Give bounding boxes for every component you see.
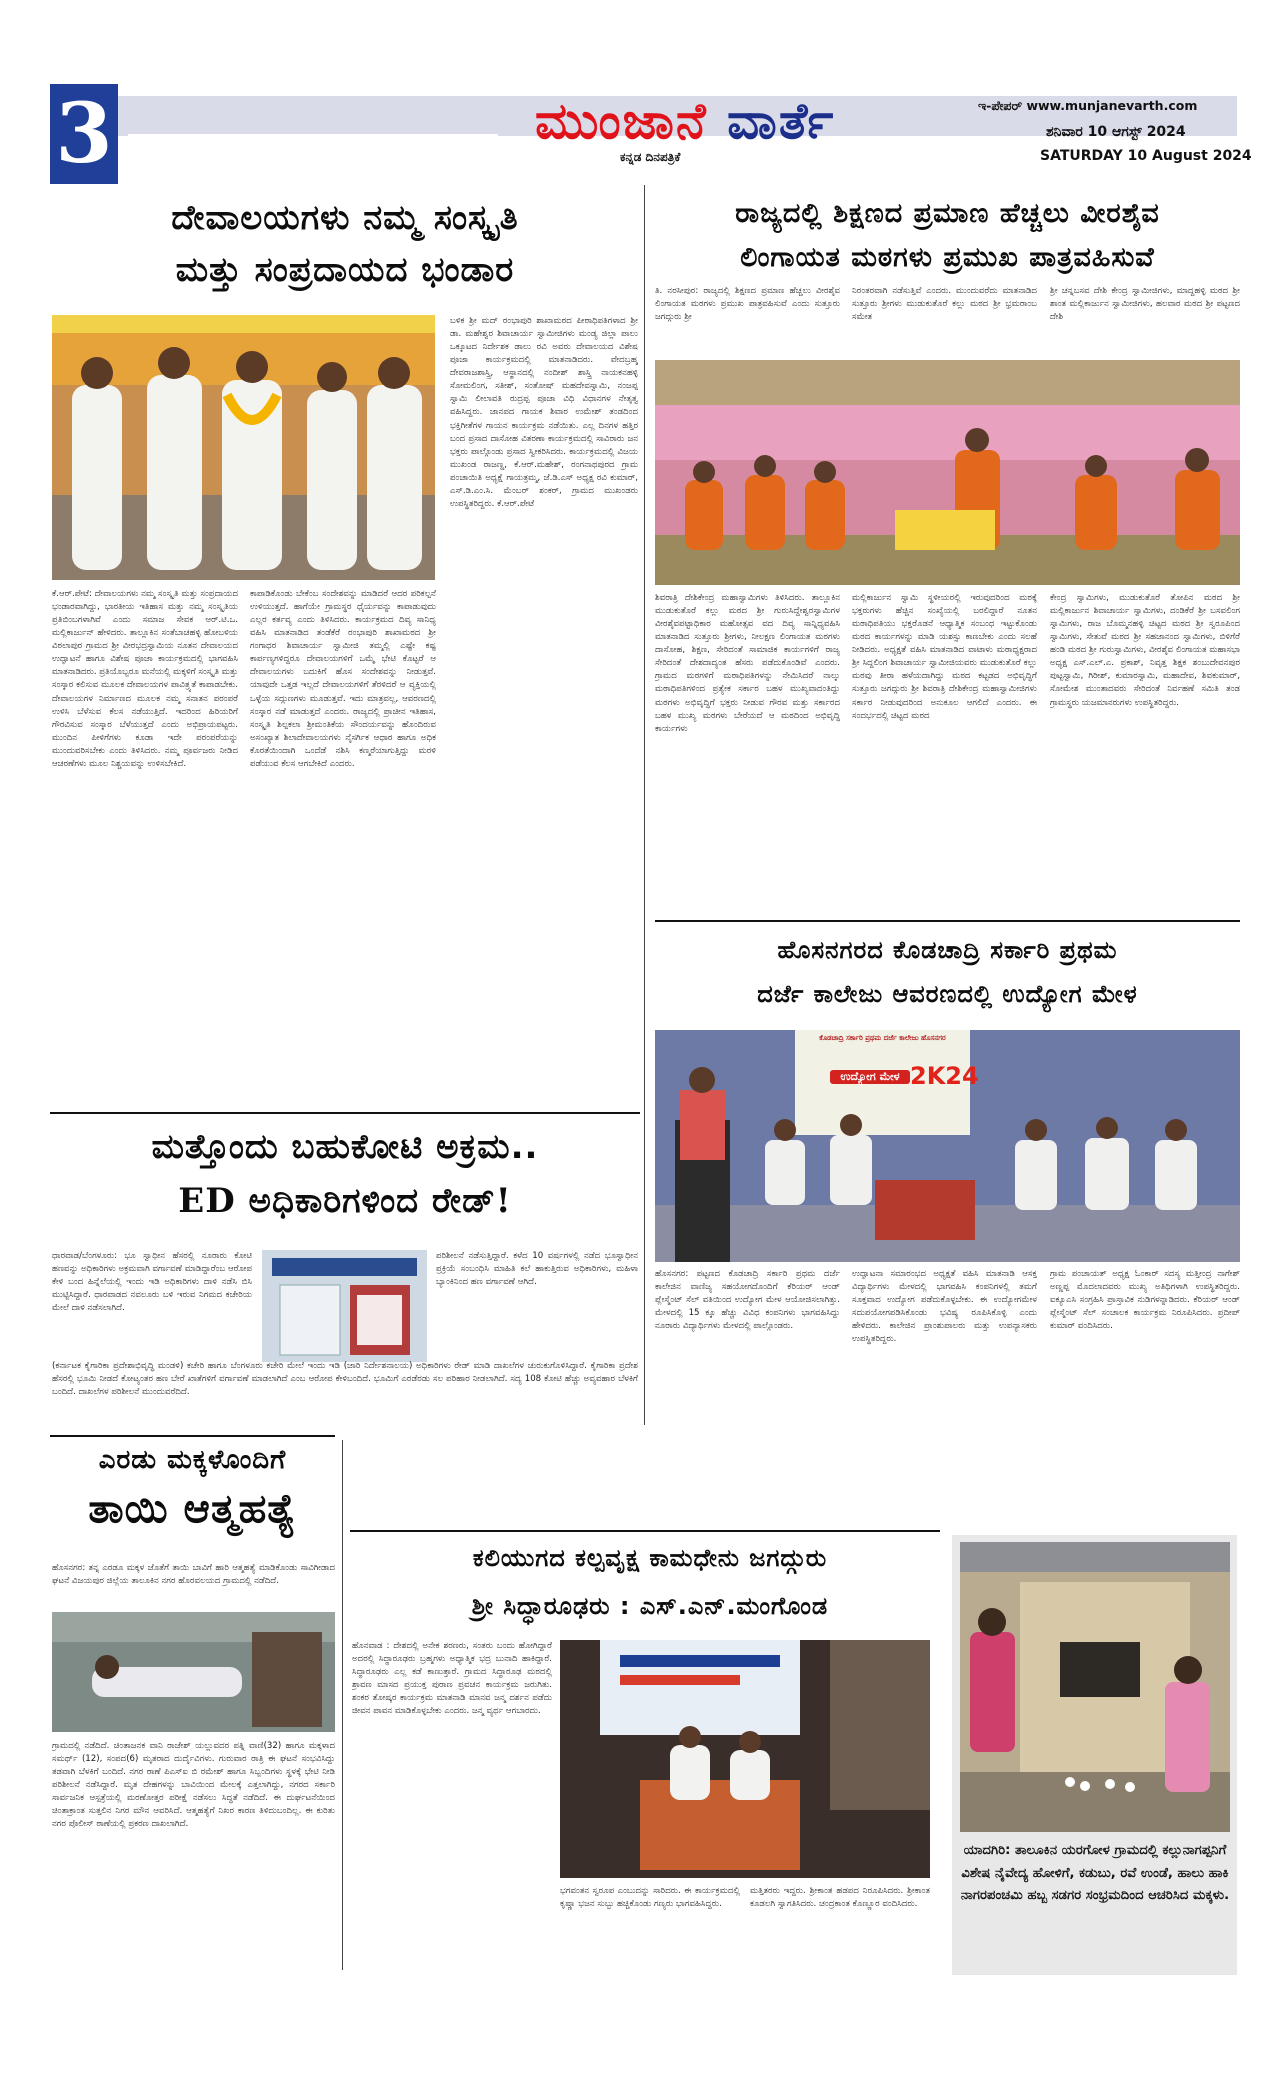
jobfair-headline-line1: ಹೊಸನಗರದ ಕೊಡಚಾದ್ರಿ ಸರ್ಕಾರಿ ಪ್ರಥಮ [777,936,1118,964]
section-rule-lingayat [655,920,1240,922]
ed-headline-line2: ED ಅಧಿಕಾರಿಗಳಿಂದ ರೇಡ್! [178,1181,512,1221]
ed-col-a: ಧಾರವಾಡ/ಬೆಂಗಳೂರು: ಭೂ ಸ್ವಾಧೀನ ಹೆಸರಲ್ಲಿ ನೂರಾರು ಕೋಟಿ ಹಣವನ್ನು ಅಧಿಕಾರಿಗಳು ಅಕ್ರಮವಾಗಿ ವರ್ಗಾವಣೆ ಮಾಡಿದ್ದಾರೆಂಬ ಆರೋಪ ಕೇಳಿ ಬಂದ ಹಿನ್ನೆಲೆಯಲ್ಲಿ ಇಂದು ಇಡಿ ಅಧಿಕಾರಿಗಳು ದಾಳಿ ನಡೆಸಿ ಬಿಸಿ ಮುಟ್ಟಿಸಿದ್ದಾರೆ. ಧಾರವಾಡದ ನವಲೂರು ಬಳಿ ಇರುವ ನಿಗಮದ ಕಚೇರಿಯ ಮೇಲೆ ದಾಳಿ ನಡೆಸಲಾಗಿದೆ. [52,1251,252,1314]
lingayat-top-col-c: ಶ್ರೀ ಚನ್ನಬಸವ ದೇಶಿ ಕೇಂದ್ರ ಸ್ವಾಮೀಜಿಗಳು, ಮಾದ್ದಹಳ್ಳಿ ಮಠದ ಶ್ರೀ ಶಾಂತ ಮಲ್ಲಿಕಾರ್ಜುನ ಸ್ವಾಮೀಜಿಗಳು, ಹಲವಾರ ಮಠದ ಶ್ರೀ ಪಟ್ಟಣದ ದೇಶಿ [1050,286,1240,323]
ed-col-b: ಪರಿಶೀಲನೆ ನಡೆಸುತ್ತಿದ್ದಾರೆ. ಕಳೆದ 10 ವರ್ಷಗಳಲ್ಲಿ ನಡೆದ ಭೂಸ್ವಾಧೀನ ಪ್ರಕ್ರಿಯೆ ಸಂಬಂಧಿಸಿ ಮಾಹಿತಿ ಕಲೆ ಹಾಕುತ್ತಿರುವ ಅಧಿಕಾರಿಗಳು, ಮಹಿಳಾ ಬ್ಯಾಂಕಿನಿಂದ ಹಣ ವರ್ಗಾವಣೆ ಆಗಿದೆ. [436,1251,638,1288]
jobfair-photo [655,1030,1240,1262]
epaper-url[interactable]: ಇ-ಪೇಪರ್ www.munjanevarth.com [978,98,1198,113]
ed-photo [262,1250,427,1362]
lingayat-photo-image [655,360,1240,585]
jobfair-col-b: ಉದ್ಘಾಟನಾ ಸಮಾರಂಭದ ಅಧ್ಯಕ್ಷತೆ ವಹಿಸಿ ಮಾತನಾಡಿ ಆಸಕ್ತ ವಿದ್ಯಾರ್ಥಿಗಳು ಮೇಳದಲ್ಲಿ ಭಾಗವಹಿಸಿ ಕಂಪನಿಗಳಲ್ಲಿ ತಮಗೆ ಸೂಕ್ತವಾದ ಉದ್ಯೋಗ ಪಡೆದುಕೊಳ್ಳಬೇಕು. ಈ ಉದ್ಯೋಗಮೇಳ ಸದುಪಯೋಗಪಡಿಸಿಕೊಂಡು ಭವಿಷ್ಯ ರೂಪಿಸಿಕೊಳ್ಳಿ ಎಂದು ಹೇಳಿದರು. ಕಾಲೇಜಿನ ಪ್ರಾಂಶುಪಾಲರು ಮತ್ತು ಉಪನ್ಯಾಸಕರು ಉಪಸ್ಥಿತರಿದ್ದರು. [852,1269,1037,1345]
jobfair-banner-event: ಉದ್ಯೋಗ ಮೇಳ [830,1070,910,1084]
ed-photo-image [262,1250,427,1362]
jobfair-col-a: ಹೊಸನಗರ: ಪಟ್ಟಣದ ಕೊಡಚಾದ್ರಿ ಸರ್ಕಾರಿ ಪ್ರಥಮ ದರ್ಜೆ ಕಾಲೇಜಿನ ವಾಣಿಜ್ಯ ಸಹಯೋಗದೊಂದಿಗೆ ಕೆರಿಯರ್ ಆಂಡ್ ಪ್ಲೇಸ್ಮೆಂಟ್ ಸೆಲ್ ವತಿಯಿಂದ ಉದ್ಯೋಗ ಮೇಳ ಆಯೋಜಿಸಲಾಗಿತ್ತು. ಮೇಳದಲ್ಲಿ 15 ಕ್ಕೂ ಹೆಚ್ಚು ವಿವಿಧ ಕಂಪನಿಗಳು ಭಾಗವಹಿಸಿದ್ದು ನೂರಾರು ವಿದ್ಯಾರ್ಥಿಗಳು ಮೇಳದಲ್ಲಿ ಪಾಲ್ಗೊಂಡರು. [655,1269,840,1332]
temples-photo-image [52,315,435,580]
masthead-title [535,92,835,151]
masthead-title-part1: ಮುಂಜಾನೆ [535,92,708,150]
temples-photo [52,315,435,580]
kalpavriksha-photo [560,1640,930,1878]
temples-col-a: ಕೆ.ಆರ್.ಪೇಟೆ: ದೇವಾಲಯಗಳು ನಮ್ಮ ಸಂಸ್ಕೃತಿ ಮತ್ತು ಸಂಪ್ರದಾಯದ ಭಂಡಾರವಾಗಿದ್ದು, ಭಾರತೀಯ ಇತಿಹಾಸ ಮತ್ತು ನಮ್ಮ ಸಂಸ್ಕೃತಿಯ ಪ್ರತಿಬಿಂಬಗಳಾಗಿವೆ ಎಂದು ಸಮಾಜ ಸೇವಕ ಆರ್.ಟಿ.ಒ. ಮಲ್ಲಿಕಾರ್ಜುನ್ ಹೇಳಿದರು. ತಾಲ್ಲೂಕಿನ ಸಂತೆಬಾಚಹಳ್ಳಿ ಹೋಬಳಿಯ ವಿಠಲಾಪುರ ಗ್ರಾಮದ ಶ್ರೀ ವೀರಭದ್ರಸ್ವಾಮಿಯ ನೂತನ ದೇವಾಲಯದ ಉದ್ಘಾಟನೆ ಹಾಗೂ ವಿಶೇಷ ಪೂಜಾ ಕಾರ್ಯಕ್ರಮದಲ್ಲಿ ಭಾಗವಹಿಸಿ ಮಾತನಾಡಿದರು. ಪ್ರತಿಯೊಬ್ಬರೂ ಮನೆಯಲ್ಲಿ ಮಕ್ಕಳಿಗೆ ಸಂಸ್ಕೃತಿ ಮತ್ತು ಸಂಸ್ಕಾರ ಕಲಿಸುವ ಮೂಲಕ ದೇವಾಲಯಗಳ ಪಾವಿತ್ರ್ಯತೆ ಕಾಪಾಡಬೇಕು. ದೇವಾಲಯಗಳ ನಿರ್ಮಾಣದ ಮೂಲಕ ನಮ್ಮ ಸನಾತನ ಪರಂಪರೆ ಉಳಿಸಿ ಬೆಳೆಸುವ ಕೆಲಸ ನಡೆಯುತ್ತಿದೆ. ಇದರಿಂದ ಹಿರಿಯರಿಗೆ ಗೌರವಿಸುವ ಸಂಸ್ಕಾರ ಬೆಳೆಯುತ್ತದೆ ಎಂದು ಅಭಿಪ್ರಾಯಪಟ್ಟರು. ಮುಂದಿನ ಪೀಳಿಗೆಗಳು ಕೂಡಾ ಇದೇ ಪರಂಪರೆಯನ್ನು ಮುಂದುವರಿಸಬೇಕು ಎಂದು ತಿಳಿಸಿದರು. ನಮ್ಮ ಪೂರ್ವಜರು ನೀಡಿದ ಆಚರಣೆಗಳು ಮೂಲ ನಿಶ್ಚಯವನ್ನು ಉಳಿಸಬೇಕಿದೆ. [52,589,238,769]
jobfair-banner-title: ಕೊಡಚಾದ್ರಿ ಸರ್ಕಾರಿ ಪ್ರಥಮ ದರ್ಜೆ ಕಾಲೇಜು ಹೊಸನಗರ [819,1034,946,1042]
suicide-headline [50,1440,335,1538]
kalpavriksha-photo-image [560,1640,930,1878]
suicide-headline-line1: ಎರಡು ಮಕ್ಕಳೊಂದಿಗೆ [98,1445,287,1475]
lingayat-photo [655,360,1240,585]
column-divider-lower [342,1440,343,1970]
suicide-lead: ಹೊಸನಗರ: ತನ್ನ ಎರಡೂ ಮಕ್ಕಳ ಜೊತೆಗೆ ತಾಯಿ ಬಾವಿಗೆ ಹಾರಿ ಆತ್ಮಹತ್ಯೆ ಮಾಡಿಕೊಂಡು ಸಾವಿಗೀಡಾದ ಘಟನೆ ವಿಜಯಪುರ ಜಿಲ್ಲೆಯ ತಾಲೂಕಿನ ನಗರ ಹೊರವಲಯದ ಗ್ರಾಮದಲ್ಲಿ ನಡೆದಿದೆ. [52,1563,335,1587]
lingayat-top-col-b: ನಿರಂತರವಾಗಿ ನಡೆಸುತ್ತಿವೆ ಎಂದರು. ಮುಂದುವರೆದು ಮಾತನಾಡಿದ ಸುತ್ತೂರು ಶ್ರೀಗಳು ಮುಡುಕುತೊರೆ ಕಲ್ಲು ಮಠದ ಶ್ರೀ ಭ್ರಮರಾಂಬ ಸಮೇತ [852,286,1037,323]
nagapanchami-photo [960,1542,1230,1832]
kalpavriksha-headline [350,1534,950,1630]
lingayat-bottom-col-c: ಕೇಂದ್ರ ಸ್ವಾಮಿಗಳು, ಮುಡುಕುತೊರೆ ತೋಪಿನ ಮಠದ ಶ್ರೀ ಮಲ್ಲಿಕಾರ್ಜುನ ಶಿವಾಚಾರ್ಯ ಸ್ವಾಮಿಗಳು, ದಂಡಿಕೆರೆ ಶ್ರೀ ಬಸವಲಿಂಗ ಸ್ವಾಮಿಗಳು, ರಾಜ ಬೊಮ್ಮನಹಳ್ಳಿ ಚಿಟ್ಟದ ಮಠದ ಶ್ರೀ ಸ್ವರೂಪಿಂದ ಸ್ವಾಮಿಗಳು, ಸೇತುವೆ ಮಠದ ಶ್ರೀ ಸಹಜಾನಂದ ಸ್ವಾಮಿಗಳು, ಬಿಳಿಗೆರೆ ಹಂಡಿ ಮಠದ ಶ್ರೀ ಗುರುಸ್ವಾಮಿಗಳು, ವೀರಶೈವ ಲಿಂಗಾಯತ ಮಹಾಸಭಾ ಅಧ್ಯಕ್ಷ ಎಸ್.ಎಲ್.ಎ. ಪ್ರಕಾಶ್, ನಿವೃತ್ತ ಶಿಕ್ಷಕ ಶಂಬುದೇವನಪುರ ಪುಟ್ಟಸ್ವಾಮಿ, ಗಿರೀಶ್, ಕುಮಾರಸ್ವಾಮಿ, ಮಹಾದೇವ, ಶಿವಕುಮಾರ್, ಸೋಮೇಶ ಮುಂತಾದವರು ಸೇರಿದಂತೆ ನಿರ್ವಹಣೆ ಸಮಿತಿ ತಂಡ ಗ್ರಾಮಸ್ಥರು ಯಜಮಾನರುಗಳು ಉಪಸ್ಥಿತರಿದ್ದರು. [1050,593,1240,708]
kalpavriksha-col-c: ಮತ್ತಿತರರು ಇದ್ದರು. ಶ್ರೀಕಾಂತ ಹಡಪದ ನಿರೂಪಿಸಿದರು. ಶ್ರೀಕಾಂತ ಕೂಡಲಗಿ ಸ್ವಾಗತಿಸಿದರು. ಚಂದ್ರಕಾಂತ ಕೊಣ್ಣೂರ ವಂದಿಸಿದರು. [750,1886,930,1910]
lingayat-top-col-a: ತಿ. ನರಸೀಪುರ: ರಾಜ್ಯದಲ್ಲಿ ಶಿಕ್ಷಣದ ಪ್ರಮಾಣ ಹೆಚ್ಚಲು ವೀರಶೈವ ಲಿಂಗಾಯತ ಮಠಗಳು ಪ್ರಮುಖ ಪಾತ್ರವಹಿಸುವೆ ಎಂದು ಸುತ್ತೂರು ಜಗದ್ಗುರು ಶ್ರೀ [655,286,840,323]
jobfair-col-c: ಗ್ರಾಮ ಪಂಚಾಯತ್ ಅಧ್ಯಕ್ಷ ಓಂಕಾರ್ ಸದಸ್ಯ ಮತ್ತೀಂದ್ರ ನಾಗೇಶ್ ಅಣ್ಣಪ್ಪ ಮೊದಲಾದವರು ಮುಖ್ಯ ಅತಿಥಿಗಳಾಗಿ ಉಪಸ್ಥಿತರಿದ್ದರು. ಐಕ್ಯೂಎಸಿ ಸಂಗ್ರಹಿಸಿ ಪ್ರಾಸ್ತಾವಿಕ ನುಡಿಗಳನ್ನಾಡಿದರು. ಕೆರಿಯರ್ ಆಂಡ್ ಪ್ಲೇಸ್ಮೆಂಟ್ ಸೆಲ್ ಸಂಚಾಲಕ ಕಾರ್ಯಕ್ರಮ ನಿರೂಪಿಸಿದರು. ಪ್ರದೀಪ್ ಕುಮಾರ್ ವಂದಿಸಿದರು. [1050,1269,1240,1332]
kalpavriksha-col-a: ಹೊನವಾಡ : ದೇಶದಲ್ಲಿ ಅನೇಕ ಶರಣರು, ಸಂತರು ಬಂದು ಹೋಗಿದ್ದಾರೆ ಅದರಲ್ಲಿ ಸಿದ್ಧಾರೂಢರು ಬ್ರಹ್ಮಗಳು ಅಧ್ಯಾತ್ಮಿಕ ಭದ್ರ ಬುನಾದಿ ಹಾಕಿದ್ದಾರೆ. ಸಿದ್ಧಾರೂಢರು ಎಲ್ಲ ಕಡೆ ಕಾಣುತ್ತಾರೆ. ಗ್ರಾಮದ ಸಿದ್ಧಾರೂಢ ಮಠದಲ್ಲಿ ಶ್ರಾವಣ ಮಾಸದ ಪ್ರಯುಕ್ತ ಪುರಾಣ ಪ್ರವಚನ ಕಾರ್ಯಕ್ರಮ ಜರುಗಿತು. ಶಂಕರ ತೋಷ್ಕರ ಕಾರ್ಯಕ್ರಮ ಮಾತನಾಡಿ ಮಾನವ ಜನ್ಮ ದರ್ಶನ ಪಡೆದು ಜೀವನ ಪಾವನ ಮಾಡಿಕೊಳ್ಳಬೇಕು ಎಂದರು. ಜನ್ಮ ವ್ಯರ್ಥ ಆಗಬಾರದು. [352,1641,552,1717]
temples-headline-line2: ಮತ್ತು ಸಂಪ್ರದಾಯದ ಭಂಡಾರ [175,250,515,290]
jobfair-banner-year: 2K24 [910,1062,979,1090]
temples-col-c: ಬಳಿಕ ಶ್ರೀ ಮದ್ ರಂಭಾಪುರಿ ಶಾಖಾಮಠದ ಪೀಠಾಧಿಪತಿಗಳಾದ ಶ್ರೀ ಡಾ. ಮಹೇಶ್ವರ ಶಿವಾಚಾರ್ಯ ಸ್ವಾಮೀಜಿಗಳು ಮಂಡ್ಯ ಜಿಲ್ಲಾ ಪಾಲು ಒಕ್ಕೂಟದ ನಿರ್ದೇಶಕ ಡಾಲು ರವಿ ಅವರು ದೇವಾಲಯದ ವಿಶೇಷ ಪೂಜಾ ಕಾರ್ಯಕ್ರಮದಲ್ಲಿ ಮಾತನಾಡಿದರು. ವೇದಬ್ರಹ್ಮ ದೇವರಾಜಶಾಸ್ತ್ರಿ, ಆಸ್ಥಾನದಲ್ಲಿ ನಂದೀಶ್ ಶಾಸ್ತ್ರಿ ನಾಯಕನಹಳ್ಳಿ ಸೋಮಲಿಂಗ, ಸತೀಶ್, ಸಂತೋಷ್ ಮಹದೇವಸ್ವಾಮಿ, ನಂಜಪ್ಪ ಸ್ವಾಮಿ ಲೀಲಾವತಿ ರುದ್ರಪ್ಪ ಪೂಜಾ ವಿಧಿ ವಿಧಾನಗಳ ನೇತೃತ್ವ ವಹಿಸಿದ್ದರು. ಜಾನಪದ ಗಾಯಕ ಶಿವಾರ ಉಮೇಶ್ ತಂಡದಿಂದ ಭಕ್ತಿಗೀತೆಗಳ ಗಾಯನ ಕಾರ್ಯಕ್ರಮ ನಡೆಯಿತು. ಎಲ್ಲ ದಿನಗಳ ಹತ್ತಿರ ಬಂದ ಪ್ರಸಾದ ದಾಸೋಹ ವಿತರಣಾ ಕಾರ್ಯಕ್ರಮದಲ್ಲಿ ಸಾವಿರಾರು ಜನ ಭಕ್ತರು ಪಾಲ್ಗೊಂಡು ಪ್ರಸಾದ ಸ್ವೀಕರಿಸಿದರು. ಕಾರ್ಯಕ್ರಮದಲ್ಲಿ ವಿಜಯ ಮುಖಂಡ ರಾಜಣ್ಣ, ಕೆ.ಆರ್.ಮಹೇಶ್, ರಂಗನಾಥಪುರದ ಗ್ರಾಮ ಪಂಚಾಯಿತಿ ಅಧ್ಯಕ್ಷೆ ಗಾಯತ್ರಮ್ಮ, ಜೆ.ಡಿ.ಎಸ್ ಅಧ್ಯಕ್ಷ ರವಿ ಕುಮಾರ್, ಎಸ್.ಡಿ.ಎಂ.ಸಿ. ಮೆಂಬರ್ ಶಂಕರ್, ಗ್ರಾಮದ ಮುಖಂಡರು ಉಪಸ್ಥಿತರಿದ್ದರು. ಕೆ.ಆರ್.ಪೇಟೆ [450,316,638,509]
section-rule-kalpavriksha [350,1530,940,1532]
section-rule-suicide [50,1435,335,1437]
temples-col-b: ಕಾಪಾಡಿಕೊಂಡು ಬೇಕೆಂಬ ಸಂದೇಶವನ್ನು ಮಾಡಿದರೆ ಆದರ ಪರಿಕಲ್ಪನೆ ಉಳಿಯುತ್ತದೆ. ಹಾಗೆಯೇ ಗ್ರಾಮಸ್ಥರ ಧೈರ್ಯವನ್ನು ಕಾಪಾಡುವುದು ಎಲ್ಲರ ಕರ್ತವ್ಯ ಎಂದು ತಿಳಿಸಿದರು. ಕಾರ್ಯಕ್ರಮದ ದಿವ್ಯ ಸಾನಿಧ್ಯ ವಹಿಸಿ ಮಾತನಾಡಿದ ತಂಡೆಕೆರೆ ರಂಭಾಪುರಿ ಶಾಖಾಮಠದ ಶ್ರೀ ಗಂಗಾಧರ ಶಿವಾಚಾರ್ಯ ಸ್ವಾಮೀಜಿ ತಮ್ಮಲ್ಲಿ ಎಷ್ಟೇ ಕಷ್ಟ ಕಾರ್ಪಣ್ಯಗಳಿದ್ದರೂ ದೇವಾಲಯಗಳಿಗೆ ಒಮ್ಮೆ ಭೇಟಿ ಕೊಟ್ಟರೆ ಆ ದೇವಾಲಯಗಳು ಬದುಕಿಗೆ ಹೊಸ ಸಂದೇಶವನ್ನು ನೀಡುತ್ತವೆ. ಯಾವುದೇ ಒತ್ತಡ ಇಲ್ಲದೆ ದೇವಾಲಯಗಳಿಗೆ ತೆರಳಿದರೆ ಆ ವ್ಯಕ್ತಿಯಲ್ಲಿ ಒಳ್ಳೆಯ ಸದ್ಗುಣಗಳು ಮೂಡುತ್ತವೆ. ಇದು ಮಾತ್ರವಲ್ಲ, ಆವರಣದಲ್ಲಿ ಸಂಸ್ಕಾರ ನಡೆ ಮಾಡುತ್ತದೆ ಎಂದರು. ರಾಜ್ಯದಲ್ಲಿ ಪ್ರಾಚೀನ ಇತಿಹಾಸ, ಸಂಸ್ಕೃತಿ ಶಿಲ್ಪಕಲಾ ಶ್ರೀಮಂತಿಕೆಯ ಸೌಂದರ್ಯವನ್ನು ಹೊಂದಿರುವ ಅಸಂಖ್ಯಾತ ಶಿಲಾದೇವಾಲಯಗಳು ನೈಸರ್ಗಿಕ ಆಧಾರ ಹಾಗೂ ಅಧಿಕ ಕೊರತೆಯಿಂದಾಗಿ ಒಂದೆಡೆ ನಶಿಸಿ ಕಣ್ಮರೆಯಾಗುತ್ತಿದ್ದು ಮರಳಿ ಪಡೆಯುವ ಕೆಲಸ ಆಗಬೇಕಿದೆ ಎಂದರು. [250,589,436,769]
lingayat-bottom-col-a: ಶಿವರಾತ್ರಿ ದೇಶಿಕೇಂದ್ರ ಮಹಾಸ್ವಾಮಿಗಳು ತಿಳಿಸಿದರು. ತಾಲ್ಲೂಕಿನ ಮುಡುಕುತೊರೆ ಕಲ್ಲು ಮಠದ ಶ್ರೀ ಗುರುಸಿದ್ದೇಶ್ವರಸ್ವಾಮಿಗಳ ವೀರಶೈವಪಟ್ಟಾಧಿಕಾರ ಮಹೋತ್ಸವ ವದ ದಿವ್ಯ ಸಾನ್ನಿಧ್ಯವಹಿಸಿ ಮಾತನಾಡಿದ ಸುತ್ತೂರು ಶ್ರೀಗಳು, ನೀಲಕ್ಷಣ ಲಿಂಗಾಯತ ಮಠಗಳು ದಾಸೋಹ, ಶಿಕ್ಷಣ, ಸೇರಿದಂತೆ ಸಾಮಾಜಿಕ ಕಾರ್ಯಗಳಿಗೆ ರಾಜ್ಯ ಸೇರಿದಂತೆ ದೇಶದಾದ್ಯಂತ ಹೆಸರು ಪಡೆದುಕೊಂಡಿವೆ ಎಂದರು. ಗ್ರಾಮದ ಮಠಗಳಿಗೆ ಮಠಾಧಿಪತಿಗಳನ್ನು ನೇಮಿಸಿದರೆ ನಾಲ್ಕು ಮಠಾಧಿಪತಿಗಳಿಂದ ಪ್ರತ್ಯೇಕ ಸರ್ಕಾರ ಬಹಳ ಮುಖ್ಯವಾದಂತಿದ್ದು ಮಠಗಳು ಅಭಿವೃದ್ಧಿಗೆ ಭಕ್ತರು ನೀಡುವ ಗೌರವ ಮತ್ತು ಸರ್ಕಾರದ ಬಹಳ ಮುಖ್ಯ ಮಠಗಳು ಬೇರೆಯದೆ ಆ ಮಠದಿಂದ ಅಭಿವೃದ್ಧಿ ಕಾರ್ಯಗಳು [655,593,840,734]
jobfair-headline-line2: ದರ್ಜೆ ಕಾಲೇಜು ಆವರಣದಲ್ಲಿ ಉದ್ಯೋಗ ಮೇಳ [757,980,1138,1008]
masthead-subtitle: ಕನ್ನಡ ದಿನಪತ್ರಿಕೆ [620,150,681,164]
lingayat-bottom-col-b: ಮಲ್ಲಿಕಾರ್ಜುನ ಸ್ವಾಮಿ ಸ್ಥಳೀಯರಲ್ಲಿ ಇರುವುದರಿಂದ ಮಠಕ್ಕೆ ಭಕ್ತರುಗಳು ಹೆಚ್ಚಿನ ಸಂಖ್ಯೆಯಲ್ಲಿ ಬರಲಿದ್ದಾರೆ ನೂತನ ಮಠಾಧಿಪತಿಯು ಭಕ್ತರೊಡನೆ ಆಧ್ಯಾತ್ಮಿಕ ಸಂಬಂಧ ಇಟ್ಟುಕೊಂಡು ಮಠದ ಕಾರ್ಯಗಳನ್ನು ಮಾಡಿ ಯಶಸ್ಸು ಕಾಣಬೇಕು ಎಂದು ಸಲಹೆ ನೀಡಿದರು. ಅಧ್ಯಕ್ಷತೆ ವಹಿಸಿ ಮಾತನಾಡಿದ ವಾಟಾಳು ಮಠಾಧ್ಯಕ್ಷರಾದ ಶ್ರೀ ಸಿದ್ದಲಿಂಗ ಶಿವಾಚಾರ್ಯ ಸ್ವಾಮೀಜಿಯವರು ಮುಡುಕುತೊರೆ ಕಲ್ಲು ಮಠವು ತೀರಾ ಹಳೆಯದಾಗಿದ್ದು ಮಠದ ಕಟ್ಟಡದ ಅಭಿವೃದ್ಧಿಗೆ ಸುತ್ತೂರು ಜಗದ್ಗುರು ಶ್ರೀ ಶಿವರಾತ್ರಿ ದೇಶಿಕೇಂದ್ರ ಮಹಾಸ್ವಾಮೀಜಿಗಳು ಸರ್ಕಾರ ನೀಡುವುದರಿಂದ ಅನುಕೂಲ ಆಗಲಿದೆ ಎಂದರು. ಈ ಸಂದರ್ಭದಲ್ಲಿ ಚಿಟ್ಟದ ಮಠದ [852,593,1037,721]
suicide-photo-image [52,1612,335,1732]
date-english: SATURDAY 10 August 2024 [1040,148,1252,164]
nagapanchami-caption: ಯಾದಗಿರಿ: ತಾಲೂಕಿನ ಯರಗೋಳ ಗ್ರಾಮದಲ್ಲಿ ಕಲ್ಲುನಾಗಪ್ಪನಿಗೆ ವಿಶೇಷ ನೈವೇದ್ಯ ಹೋಳಿಗೆ, ಕಡುಬು, ರವೆ ಉಂಡೆ, ಹಾಲು ಹಾಕಿ ನಾಗರಪಂಚಮಿ ಹಬ್ಬ ಸಡಗರ ಸಂಭ್ರಮದಿಂದ ಆಚರಿಸಿದ ಮಕ್ಕಳು. [960,1843,1230,1904]
ed-full-text: (ಕರ್ನಾಟಕ ಕೈಗಾರಿಕಾ ಪ್ರದೇಶಾಭಿವೃದ್ಧಿ ಮಂಡಳಿ) ಕಚೇರಿ ಹಾಗೂ ಬೆಂಗಳೂರು ಕಚೇರಿ ಮೇಲೆ ಇಂದು ಇಡಿ (ಜಾರಿ ನಿರ್ದೇಶನಾಲಯ) ಅಧಿಕಾರಿಗಳು ರೇಡ್ ಮಾಡಿ ದಾಖಲೆಗಳ ಚುರುಕುಗೊಳಿಸಿದ್ದಾರೆ. ಕೈಗಾರಿಕಾ ಪ್ರದೇಶ ಹೆಸರಲ್ಲಿ ಭೂಮಿ ನೀಡದೆ ಕೋಟ್ಯಂತರ ಹಣ ಬೇರೆ ಖಾತೆಗಳಿಗೆ ವರ್ಗಾವಣೆ ಮಾಡಲಾಗಿದೆ ಎಂಬ ಆರೋಪ ಕೇಳಿಬಂದಿದೆ. ಭೂಮಿಗೆ ಎರಡೆರಡು ಸಲ ಪರಿಹಾರ ನೀಡಲಾಗಿದೆ. ಸದ್ಯ 108 ಕೋಟಿ ಹೆಚ್ಚು ಅವ್ಯವಹಾರ ಬೆಳಕಿಗೆ ಬಂದಿದೆ. ದಾಖಲೆಗಳ ಪರಿಶೀಲನೆ ಮುಂದುವರೆದಿದೆ. [52,1361,638,1398]
kalpavriksha-headline-line1: ಕಲಿಯುಗದ ಕಲ್ಪವೃಕ್ಷ ಕಾಮಧೇನು ಜಗದ್ಗುರು [472,1544,828,1572]
kalpavriksha-headline-line2: ಶ್ರೀ ಸಿದ್ಧಾರೂಢರು : ಎಸ್.ಎನ್.ಮಂಗೊಂಡ [471,1592,829,1620]
masthead-rule [128,134,498,136]
kalpavriksha-col-b: ಭಗವಂತನ ಸ್ವರೂಪ ಎಂಬುದನ್ನು ಸಾರಿದರು. ಈ ಕಾರ್ಯಕ್ರಮದಲ್ಲಿ ಕೃಷ್ಣಾ ಭಜನ ಸುಬ್ಬು ಹಚ್ಚಿಕೊಂಡು ಗಣ್ಯರು ಭಾಗವಹಿಸಿದ್ದರು. [560,1886,740,1910]
column-divider-main [644,185,645,1425]
suicide-body: ಗ್ರಾಮದಲ್ಲಿ ನಡೆದಿದೆ. ಚಿಂತಾಜನಕ ವಾನಿ ರಾಜೇಶ್ ಯಲ್ಲುವದರ ಪತ್ನಿ ವಾಣಿ(32) ಹಾಗೂ ಮಕ್ಕಳಾದ ಸಮರ್ಥ್ (12), ಸಂಪದ(6) ಮೃತರಾದ ದುರ್ದೈವಿಗಳು. ಗುರುವಾರ ರಾತ್ರಿ ಈ ಘಟನೆ ಸಂಭವಿಸಿದ್ದು ತಡವಾಗಿ ಬೆಳಕಿಗೆ ಬಂದಿದೆ. ನಗರ ಠಾಣೆ ಪಿಎಸ್ಐ ಬಿ ರಮೇಶ್ ಹಾಗೂ ಸಿಬ್ಬಂದಿಗಳು ಸ್ಥಳಕ್ಕೆ ಭೇಟಿ ನೀಡಿ ಪರಿಶೀಲನೆ ನಡೆಸಿದ್ದಾರೆ. ಮೃತ ದೇಹಗಳನ್ನು ಬಾವಿಯಿಂದ ಮೇಲಕ್ಕೆ ಎತ್ತಲಾಗಿದ್ದು, ನಗರದ ಸರ್ಕಾರಿ ಸಾರ್ವಜನಿಕ ಆಸ್ಪತ್ರೆಯಲ್ಲಿ ಮರಣೋತ್ತರ ಪರೀಕ್ಷೆ ನಡೆಸಲು ಸಿದ್ಧತೆ ನಡೆದಿದೆ. ಈ ದುರ್ಘಟನೆಯಿಂದ ಚಿಂತಾಕ್ರಾಂತ ಸುತ್ತಲಿನ ನಿಗರ ಮೌನ ಆವರಿಸಿದೆ. ಆತ್ಮಹತ್ಯೆಗೆ ನಿಖರ ಕಾರಣ ತಿಳಿದುಬಂದಿಲ್ಲ. ಈ ಕುರಿತು ನಗರ ಪೊಲೀಸ್ ಠಾಣೆಯಲ್ಲಿ ಪ್ರಕರಣ ದಾಖಲಾಗಿದೆ. [52,1741,335,1830]
section-rule-ed [50,1112,640,1114]
ed-headline-line1: ಮತ್ತೊಂದು ಬಹುಕೋಟಿ ಅಕ್ರಮ.. [151,1127,539,1167]
nagapanchami-photo-image [960,1542,1230,1832]
suicide-headline-line2: ತಾಯಿ ಆತ್ಮಹತ್ಯೆ [88,1486,297,1532]
lingayat-headline-line2: ಲಿಂಗಾಯತ ಮಠಗಳು ಪ್ರಮುಖ ಪಾತ್ರವಹಿಸುವೆ [740,242,1155,273]
lingayat-headline [655,192,1240,280]
temples-headline [50,192,640,296]
suicide-photo [52,1612,335,1732]
masthead-title-part2: ವಾರ್ತೆ [727,92,836,150]
ed-headline [50,1120,640,1228]
page-number: 3 [50,84,118,184]
lingayat-headline-line1: ರಾಜ್ಯದಲ್ಲಿ ಶಿಕ್ಷಣದ ಪ್ರಮಾಣ ಹೆಚ್ಚಲು ವೀರಶೈವ [735,198,1160,229]
jobfair-headline [655,928,1240,1016]
temples-headline-line1: ದೇವಾಲಯಗಳು ನಮ್ಮ ಸಂಸ್ಕೃತಿ [171,198,519,238]
date-kannada: ಶನಿವಾರ 10 ಆಗಸ್ಟ್ 2024 [1046,124,1186,140]
